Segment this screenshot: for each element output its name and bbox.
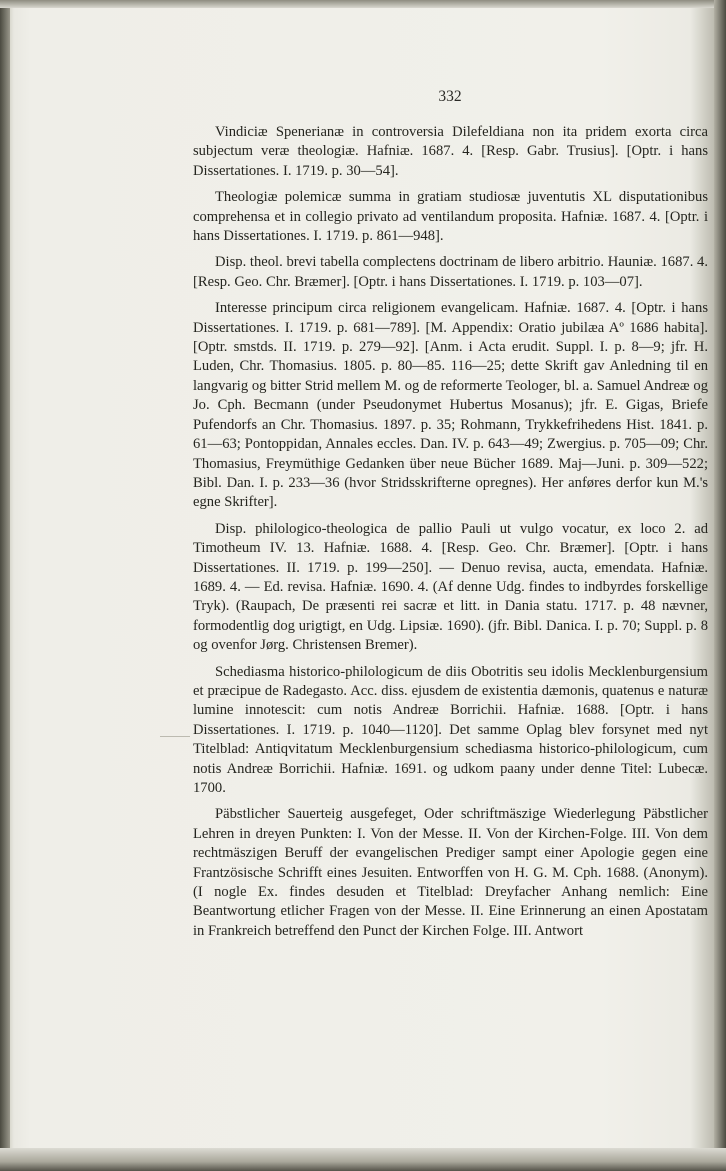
- page-top-edge: [0, 0, 726, 8]
- bibliography-entry: Vindiciæ Spenerianæ in controversia Dilefeldiana non ita pridem exorta circa subjectum veræ theologiæ. Hafniæ. 1687. 4. [Resp. Gabr. Trusius]. [Optr. i hans Dissertationes. I. 1719. p. 30—54].: [193, 124, 708, 179]
- bibliography-entry: Disp. theol. brevi tabella complectens doctrinam de libero arbitrio. Hauniæ. 1687. 4. [Resp. Geo. Chr. Bræmer]. [Optr. i hans Dissertationes. I. 1719. p. 103—07].: [193, 254, 708, 290]
- bibliography-entry: Interesse principum circa religionem evangelicam. Hafniæ. 1687. 4. [Optr. i hans Dissertationes. I. 1719. p. 681—789]. [M. Appendix: Oratio jubilæa Aº 1686 habita]. [Optr. smstds. II. 1719. p. 279—92]. [Anm. i Acta erudit. Suppl. I. p. 8—9; jfr. H. Luden, Chr. Thomasius. 1805. p. 80—85. 116—25; dette Skrift gav Anledning til en langvarig og bitter Strid mellem M. og de reformerte Teologer, bl. a. Samuel Andreæ og Jo. Cph. Becmann (under Pseudonymet Hubertus Mosanus); jfr. E. Gigas, Briefe Pufendorfs an Chr. Thomasius. 1897. p. 35; Rohmann, Trykkefrihedens Hist. 1841. p. 61—63; Pontoppidan, Annales eccles. Dan. IV. p. 643—49; Zwergius. p. 705—09; Chr. Thomasius, Freymüthige Gedanken über neue Bücher 1689. Maj—Juni. p. 309—522; Bibl. Dan. I. p. 233—36 (hvor Stridsskrifterne opregnes). Her anføres derfor kun M.'s egne Skrifter].: [193, 300, 708, 511]
- bibliography-text-block: [193, 123, 708, 948]
- bibliography-entry: Theologiæ polemicæ summa in gratiam studiosæ juventutis XL disputationibus comprehensa et in collegio privato ad ventilandum proposita. Hafniæ. 1687. 4. [Optr. i hans Dissertationes. I. 1719. p. 861—948].: [193, 189, 708, 245]
- page-bottom-edge: [0, 1148, 726, 1171]
- page-right-edge: [714, 0, 726, 1171]
- bibliography-entry: Päbstlicher Sauerteig ausgefeget, Oder schriftmäszige Wiederlegung Päbstlicher Lehren in dreyen Punkten: I. Von der Messe. II. Von der Kirchen-Folge. III. Von dem rechtmäszigen Beruff der evangelischen Prediger sampt einer Apologie gegen eine Frantzösische Schrifft eines Jesuiten. Entworffen von H. G. M. Cph. 1688. (Anonym). (I nogle Ex. findes desuden et Titelblad: Dreyfacher Anhang nemlich: Eine Beantwortung etlicher Fragen von der Messe. II. Eine Erinnerung an einen Apostatam in Frankreich betreffend den Punct der Kirchen Folge. III. Antwort: [193, 806, 708, 939]
- margin-pencil-mark: [160, 736, 190, 737]
- bibliography-entry: Disp. philologico-theologica de pallio Pauli ut vulgo vocatur, ex loco 2. ad Timotheum IV. 13. Hafniæ. 1688. 4. [Resp. Geo. Chr. Bræmer]. [Optr. i hans Dissertationes. II. 1719. p. 199—250]. — Denuo revisa, aucta, emendata. Hafniæ. 1689. 4. — Ed. revisa. Hafniæ. 1690. 4. (Af denne Udg. findes to indbyrdes forskellige Tryk). (Raupach, De præsenti rei sacræ et litt. in Dania statu. 1717. p. 48 nævner, formodentlig dog urigtigt, en Udg. Lipsiæ. 1690). (jfr. Bibl. Danica. I. p. 70; Suppl. p. 8 og ovenfor Jørg. Christensen Bremer).: [193, 520, 708, 654]
- bibliography-entry: Schediasma historico-philologicum de diis Obotritis seu idolis Mecklenburgensium et præcipue de Radegasto. Acc. diss. ejusdem de existentia dæmonis, quatenus e naturæ lumine innotescit: cum notis Andreæ Borrichii. Hafniæ. 1688. [Optr. i hans Dissertationes. I. 1719. p. 1040—1120]. Det samme Oplag blev forsynet med nyt Titelblad: Antiqvitatum Mecklenburgensium schediasma historico-philologicum, cum notis Andreæ Borrichii. Hafniæ. 1691. og udkom paany under denne Titel: Lubecæ. 1700.: [193, 663, 708, 796]
- book-spine-edge: [0, 0, 10, 1171]
- page-number: 332: [438, 88, 462, 105]
